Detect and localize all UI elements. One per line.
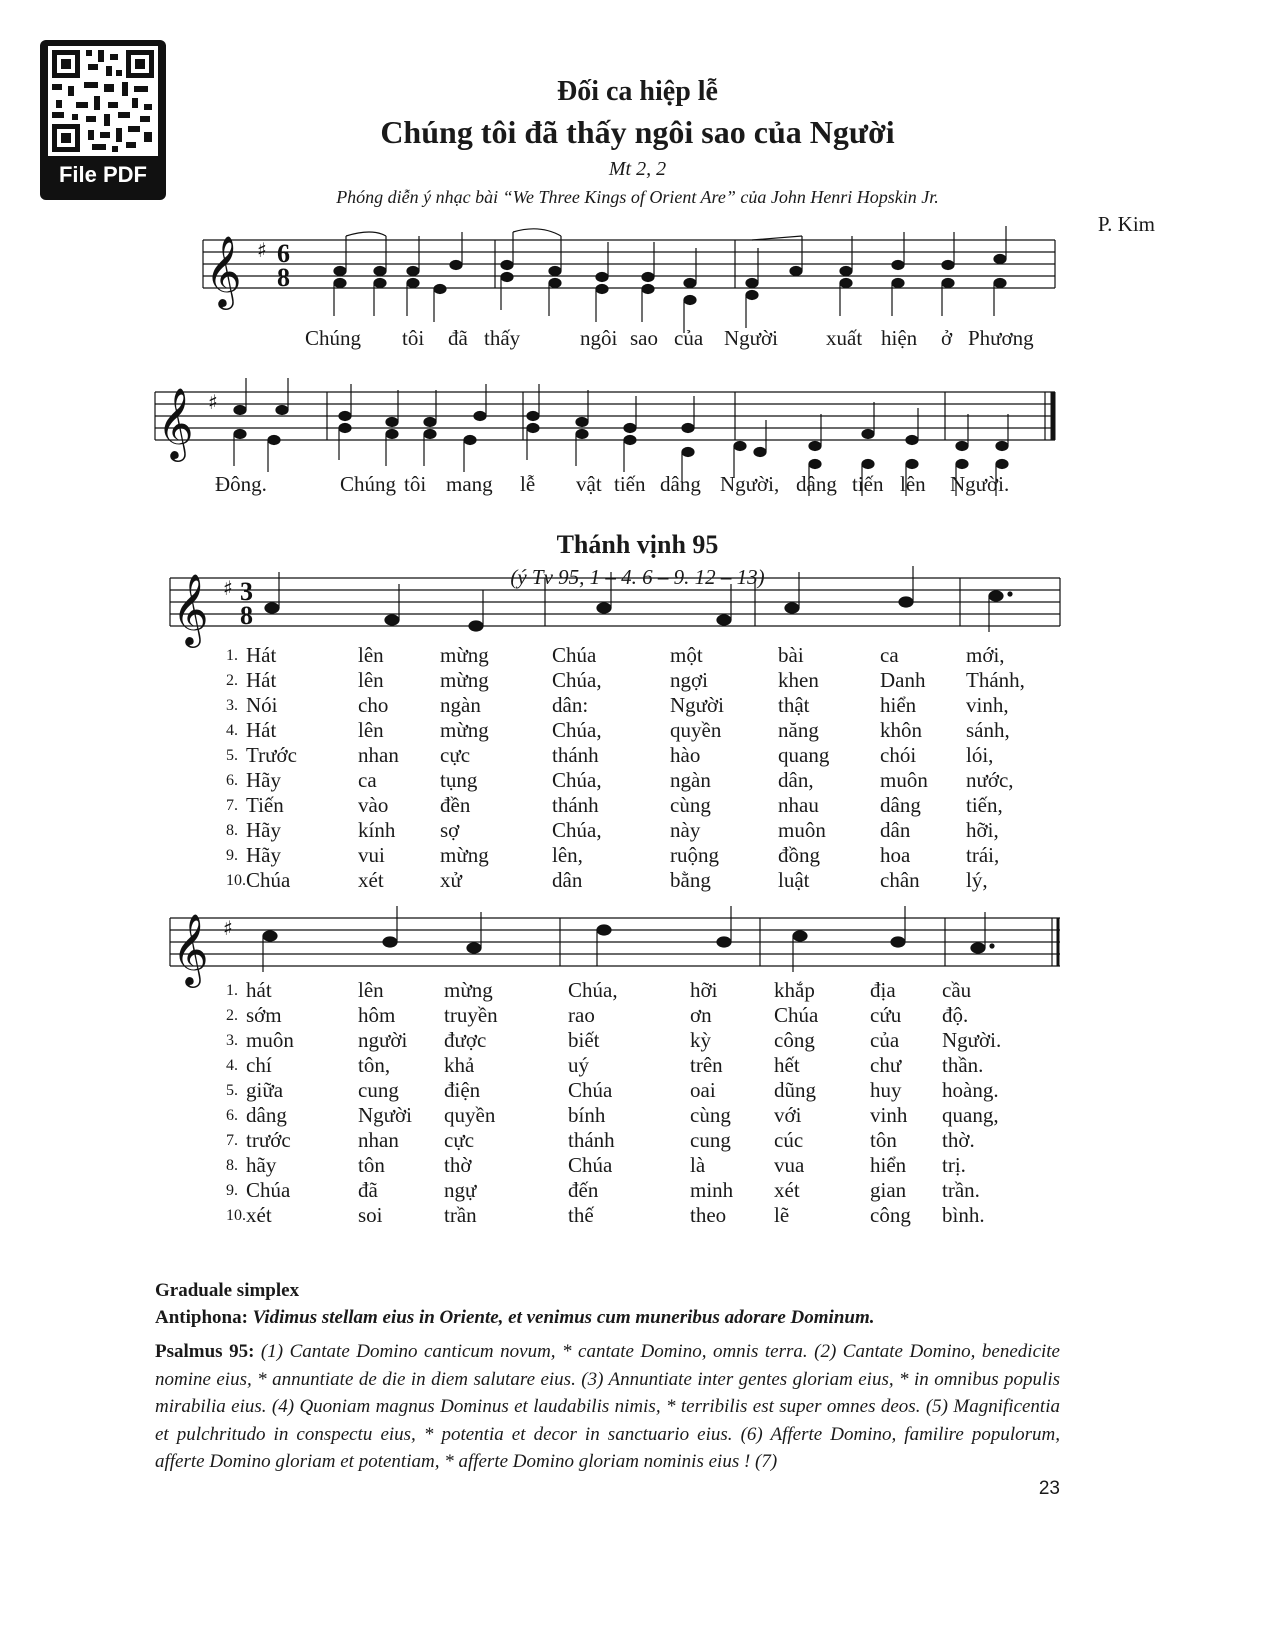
verse-syllable: ngợi <box>670 668 708 692</box>
verse-syllable: thật <box>778 693 810 717</box>
verse-syllable: ca <box>358 768 377 792</box>
verse-syllable: mừng <box>440 668 489 692</box>
verse-syllable: đền <box>440 793 471 817</box>
verse-number: 10. <box>226 871 246 889</box>
composer-credit: P. Kim <box>1097 212 1155 236</box>
lyric-syllable: tiến <box>852 472 884 496</box>
verse-number: 9. <box>226 1181 238 1199</box>
verse-syllable: hỡi <box>690 978 718 1002</box>
verse-syllable: thờ <box>444 1153 472 1177</box>
verse-syllable: vào <box>358 793 389 817</box>
lyric-syllable: Người, <box>720 472 780 496</box>
verse-syllable: Chúa <box>246 1178 291 1202</box>
sharp-icon: ♯ <box>257 238 267 262</box>
verse-syllable: quang <box>778 743 830 767</box>
verse-syllable: nhau <box>778 793 819 817</box>
verse-syllable: theo <box>690 1203 727 1227</box>
verse-syllable: xử <box>440 868 462 892</box>
verse-syllable: tôn <box>358 1153 385 1177</box>
verse-row <box>226 1028 1032 1053</box>
verse-syllable: ca <box>880 643 899 667</box>
verse-row <box>226 1053 1032 1078</box>
antiphon-staff-1 <box>203 240 1055 288</box>
verse-syllable: được <box>444 1028 487 1052</box>
verse-syllable: chư <box>870 1053 902 1077</box>
verse-syllable: hôm <box>358 1003 396 1027</box>
verse-syllable: lên <box>358 643 384 667</box>
verse-syllable: lẽ <box>774 1203 790 1227</box>
verse-syllable: chân <box>880 868 920 892</box>
verse-number: 9. <box>226 846 238 864</box>
verse-syllable: lý, <box>966 868 988 892</box>
verse-syllable: sánh, <box>966 718 1010 742</box>
verse-syllable: lên <box>358 978 384 1002</box>
verse-syllable: rao <box>568 1003 595 1027</box>
graduale-antiphona <box>155 1307 875 1329</box>
antiphona-label: Antiphona: <box>155 1307 248 1328</box>
lyric-syllable: ngôi <box>580 326 618 350</box>
verse-syllable: huy <box>870 1078 902 1102</box>
psalm-reference: (ý Tv 95, 1 – 4. 6 – 9. 12 – 13) <box>510 565 765 589</box>
graduale-title: Graduale simplex <box>155 1280 300 1301</box>
verse-syllable: cực <box>444 1128 475 1152</box>
verse-syllable: khen <box>778 668 819 692</box>
verse-syllable: hoàng. <box>942 1078 999 1102</box>
verse-syllable: cung <box>358 1078 399 1102</box>
sharp-icon: ♯ <box>223 916 233 940</box>
verse-syllable: tụng <box>440 768 478 792</box>
verse-number: 2. <box>226 1006 238 1024</box>
verse-syllable: một <box>670 643 703 667</box>
verse-row <box>226 818 1036 843</box>
antiphona-text: Vidimus stellam eius in Oriente, et venimus cum muneribus adorare Dominum. <box>252 1307 875 1328</box>
time-signature-top: 6 <box>277 239 290 268</box>
verse-row <box>226 1178 1032 1203</box>
lyric-syllable: lễ <box>520 472 536 496</box>
verse-syllable: cho <box>358 693 389 717</box>
verse-syllable: quang, <box>942 1103 999 1127</box>
verse-syllable: luật <box>778 868 810 892</box>
verse-syllable: dân, <box>778 768 814 792</box>
verse-row <box>226 843 1036 868</box>
lyric-syllable: tiến <box>614 472 646 496</box>
verse-syllable: cung <box>690 1128 731 1152</box>
verse-syllable: khả <box>444 1053 475 1077</box>
verse-number: 2. <box>226 671 238 689</box>
verse-syllable: minh <box>690 1178 734 1202</box>
verse-syllable: công <box>870 1203 911 1227</box>
lyric-syllable: hiện <box>881 326 918 350</box>
verse-syllable: cùng <box>690 1103 731 1127</box>
lyric-syllable: thấy <box>484 326 521 350</box>
verse-row <box>226 1128 1032 1153</box>
song-title: Chúng tôi đã thấy ngôi sao của Người <box>380 114 895 150</box>
scripture-reference: Mt 2, 2 <box>608 158 667 180</box>
verse-row <box>226 1153 1032 1178</box>
file-pdf-label: File PDF <box>58 162 147 187</box>
lyric-syllable: dâng <box>660 472 701 496</box>
verse-syllable: ngàn <box>670 768 711 792</box>
verse-syllable: dâng <box>246 1103 287 1127</box>
lyric-syllable: mang <box>446 472 493 496</box>
verse-syllable: vua <box>774 1153 805 1177</box>
treble-clef-icon: 𝄞 <box>172 572 209 645</box>
verse-syllable: thánh <box>552 743 599 767</box>
section-title: Đối ca hiệp lễ <box>557 76 718 107</box>
lyric-syllable: xuất <box>826 326 863 350</box>
verse-number: 3. <box>226 1031 238 1049</box>
lyric-syllable: Người <box>724 326 778 350</box>
antiphon-staff-2 <box>155 392 1055 440</box>
verse-syllable: thờ. <box>942 1128 975 1152</box>
verse-syllable: vui <box>358 843 385 867</box>
lyric-syllable: tôi <box>404 472 427 496</box>
verse-row <box>226 743 1036 768</box>
verse-syllable: Chúa <box>246 868 291 892</box>
verse-syllable: cực <box>440 743 471 767</box>
verse-syllable: dân <box>880 818 911 842</box>
lyric-syllable: ở <box>941 326 953 350</box>
sharp-icon: ♯ <box>208 390 218 414</box>
verse-syllable: tôn <box>870 1128 897 1152</box>
verse-syllable: trước <box>246 1128 291 1152</box>
verse-syllable: xét <box>358 868 384 892</box>
verse-syllable: lên <box>358 668 384 692</box>
verse-syllable: ngự <box>444 1178 477 1202</box>
verse-syllable: ngàn <box>440 693 481 717</box>
verse-syllable: sợ <box>440 818 460 842</box>
verse-syllable: là <box>690 1153 706 1177</box>
verse-syllable: dân <box>552 868 583 892</box>
verse-syllable: đã <box>358 1178 378 1202</box>
verse-syllable: quyền <box>444 1103 496 1127</box>
verse-row <box>226 643 1036 668</box>
verse-syllable: ruộng <box>670 843 719 867</box>
psalmus-text: (1) Cantate Domino canticum novum, * cantate Domino, omnis terra. (2) Cantate Domino, benedicite nomine eius, * annuntiate de die in diem salutare eius. (3) Annuntiate inter gentes gloriam eius, * in omnibus populis mirabilia eius. (4) Quoniam magnus Dominus et laudabilis nimis, * terribilis est super omnes deos. (5) Magnificentia et pulchritudo in conspectu eius, * potentia et decor in sanctuario eius. (6) Afferte Domino, familire populorum, afferte Domino gloriam et potentiam, * afferte Domino gloriam nominis eius ! (7) <box>155 1341 1060 1472</box>
verse-syllable: Trước <box>246 743 297 767</box>
verse-syllable: Danh <box>880 668 926 692</box>
verse-row <box>226 1078 1032 1103</box>
verse-syllable: hoa <box>880 843 911 867</box>
verse-number: 10. <box>226 1206 246 1224</box>
verse-syllable: trái, <box>966 843 1000 867</box>
lyric-syllable: Chúng <box>340 472 397 496</box>
verse-syllable: Nói <box>246 693 278 717</box>
verse-syllable: bằng <box>670 868 711 892</box>
verse-syllable: Chúa <box>774 1003 819 1027</box>
verse-syllable: Chúa <box>568 1153 613 1177</box>
lyric-syllable: Phương <box>968 326 1034 350</box>
verse-syllable: cứu <box>870 1003 902 1027</box>
verse-syllable: xét <box>774 1178 800 1202</box>
lyric-syllable: Đông. <box>215 472 267 496</box>
verse-syllable: hết <box>774 1053 800 1077</box>
verse-syllable: trên <box>690 1053 723 1077</box>
verse-number: 1. <box>226 646 238 664</box>
verse-syllable: quyền <box>670 718 722 742</box>
verse-syllable: nước, <box>966 768 1014 792</box>
psalm-verses-part-2 <box>226 978 1032 1228</box>
verse-syllable: trần <box>444 1203 477 1227</box>
verse-syllable: tiến, <box>966 793 1003 817</box>
verse-number: 7. <box>226 796 238 814</box>
verse-syllable: dân: <box>552 693 589 717</box>
verse-syllable: Người. <box>942 1028 1002 1052</box>
verse-syllable: uý <box>568 1053 589 1077</box>
verse-syllable: Người <box>358 1103 412 1127</box>
verse-syllable: vinh, <box>966 693 1009 717</box>
psalm-verses-part-1 <box>226 643 1036 893</box>
verse-syllable: Hát <box>246 668 277 692</box>
verse-syllable: thế <box>568 1203 594 1227</box>
verse-syllable: mừng <box>444 978 493 1002</box>
verse-row <box>226 718 1036 743</box>
verse-syllable: chói <box>880 743 917 767</box>
verse-syllable: kỳ <box>690 1028 711 1052</box>
verse-row <box>226 1103 1032 1128</box>
verse-row <box>226 668 1036 693</box>
verse-syllable: tôn, <box>358 1053 391 1077</box>
verse-syllable: Chúa, <box>552 768 602 792</box>
verse-syllable: cùng <box>670 793 711 817</box>
verse-number: 8. <box>226 1156 238 1174</box>
verse-syllable: lên, <box>552 843 583 867</box>
lyric-syllable: tôi <box>402 326 425 350</box>
verse-syllable: thánh <box>552 793 599 817</box>
verse-number: 1. <box>226 981 238 999</box>
treble-clef-icon: 𝄞 <box>157 386 194 459</box>
verse-syllable: Chúa <box>568 1078 613 1102</box>
verse-syllable: đến <box>568 1178 599 1202</box>
verse-syllable: độ. <box>942 1003 969 1027</box>
verse-number: 3. <box>226 696 238 714</box>
lyric-syllable: đã <box>448 326 468 350</box>
verse-syllable: hiển <box>880 693 917 717</box>
verse-syllable: Hãy <box>246 768 281 792</box>
verse-syllable: trị. <box>942 1153 966 1177</box>
verse-syllable: hào <box>670 743 701 767</box>
verse-syllable: nhan <box>358 1128 399 1152</box>
verse-syllable: xét <box>246 1203 272 1227</box>
psalm-title: Thánh vịnh 95 <box>556 530 719 559</box>
verse-number: 4. <box>226 1056 238 1074</box>
verse-row <box>226 768 1036 793</box>
verse-row <box>226 1003 1032 1028</box>
verse-syllable: thần. <box>942 1053 984 1077</box>
lyric-syllable: của <box>674 326 704 350</box>
verse-row <box>226 693 1036 718</box>
verse-syllable: cúc <box>774 1128 804 1152</box>
verse-syllable: Thánh, <box>966 668 1025 692</box>
psalm-staff-2 <box>170 918 1060 966</box>
verse-syllable: truyền <box>444 1003 498 1027</box>
verse-syllable: muôn <box>880 768 928 792</box>
verse-syllable: Chúa, <box>568 978 618 1002</box>
verse-syllable: Hãy <box>246 818 281 842</box>
verse-syllable: dũng <box>774 1078 816 1102</box>
lyric-syllable: Chúng <box>305 326 362 350</box>
verse-number: 7. <box>226 1131 238 1149</box>
time-signature-bottom: 8 <box>277 263 290 292</box>
verse-syllable: bình. <box>942 1203 985 1227</box>
verse-syllable: mừng <box>440 843 489 867</box>
page-number: 23 <box>1038 1478 1060 1499</box>
verse-syllable: hỡi, <box>966 818 999 842</box>
verse-syllable: giữa <box>246 1078 284 1102</box>
lyric-syllable: sao <box>630 326 658 350</box>
verse-syllable: địa <box>870 978 896 1002</box>
verse-syllable: Hãy <box>246 843 281 867</box>
antiphon-notes-1 <box>334 226 1006 333</box>
verse-syllable: gian <box>870 1178 907 1202</box>
verse-syllable: Hát <box>246 643 277 667</box>
verse-syllable: chí <box>246 1053 272 1077</box>
verse-syllable: vinh <box>870 1103 908 1127</box>
verse-row <box>226 868 1036 893</box>
verse-syllable: hiển <box>870 1153 907 1177</box>
verse-row <box>226 1203 1032 1228</box>
verse-row <box>226 793 1036 818</box>
verse-number: 6. <box>226 771 238 789</box>
sharp-icon: ♯ <box>223 576 233 600</box>
verse-syllable: hát <box>246 978 272 1002</box>
verse-syllable: bính <box>568 1103 606 1127</box>
verse-syllable: Chúa, <box>552 718 602 742</box>
verse-syllable: muôn <box>778 818 826 842</box>
verse-syllable: Người <box>670 693 724 717</box>
verse-syllable: hãy <box>246 1153 277 1177</box>
verse-syllable: biết <box>568 1028 600 1052</box>
verse-syllable: này <box>670 818 701 842</box>
verse-syllable: người <box>358 1028 408 1052</box>
verse-syllable: ơn <box>690 1003 712 1027</box>
verse-syllable: kính <box>358 818 396 842</box>
verse-syllable: trần. <box>942 1178 980 1202</box>
verse-syllable: Chúa <box>552 643 597 667</box>
verse-number: 4. <box>226 721 238 739</box>
time-signature-top: 3 <box>240 577 253 606</box>
verse-number: 5. <box>226 746 238 764</box>
verse-syllable: năng <box>778 718 819 742</box>
arrangement-note: Phóng diễn ý nhạc bài “We Three Kings of Orient Are” của John Henri Hopskin Jr. <box>336 187 939 207</box>
lyric-syllable: vật <box>576 472 602 496</box>
treble-clef-icon: 𝄞 <box>172 912 209 985</box>
verse-syllable: oai <box>690 1078 716 1102</box>
verse-syllable: khôn <box>880 718 922 742</box>
verse-syllable: thánh <box>568 1128 615 1152</box>
verse-syllable: Chúa, <box>552 818 602 842</box>
verse-syllable: soi <box>358 1203 383 1227</box>
verse-syllable: mừng <box>440 718 489 742</box>
verse-syllable: khắp <box>774 978 815 1002</box>
verse-syllable: của <box>870 1028 900 1052</box>
psalmus-label: Psalmus 95: <box>155 1341 255 1362</box>
verse-syllable: dâng <box>880 793 921 817</box>
graduale-psalmus <box>155 1338 1060 1476</box>
verse-syllable: Hát <box>246 718 277 742</box>
verse-number: 8. <box>226 821 238 839</box>
lyric-syllable: Người. <box>950 472 1010 496</box>
psalm-notes-2 <box>263 906 994 972</box>
verse-syllable: với <box>774 1103 802 1127</box>
verse-syllable: bài <box>778 643 804 667</box>
verse-syllable: mừng <box>440 643 489 667</box>
verse-syllable: lói, <box>966 743 994 767</box>
time-signature-bottom: 8 <box>240 601 253 630</box>
verse-number: 6. <box>226 1106 238 1124</box>
verse-syllable: Chúa, <box>552 668 602 692</box>
verse-syllable: nhan <box>358 743 399 767</box>
verse-syllable: mới, <box>966 643 1005 667</box>
lyric-syllable: dâng <box>796 472 837 496</box>
verse-syllable: lên <box>358 718 384 742</box>
verse-row <box>226 978 1032 1003</box>
verse-syllable: cầu <box>942 978 972 1002</box>
verse-syllable: đồng <box>778 843 820 867</box>
verse-syllable: sớm <box>246 1003 282 1027</box>
lyric-syllable: lên <box>900 472 926 496</box>
verse-number: 5. <box>226 1081 238 1099</box>
treble-clef-icon: 𝄞 <box>205 234 242 307</box>
verse-syllable: muôn <box>246 1028 294 1052</box>
verse-syllable: công <box>774 1028 815 1052</box>
verse-syllable: điện <box>444 1078 481 1102</box>
verse-syllable: Tiến <box>246 793 284 817</box>
